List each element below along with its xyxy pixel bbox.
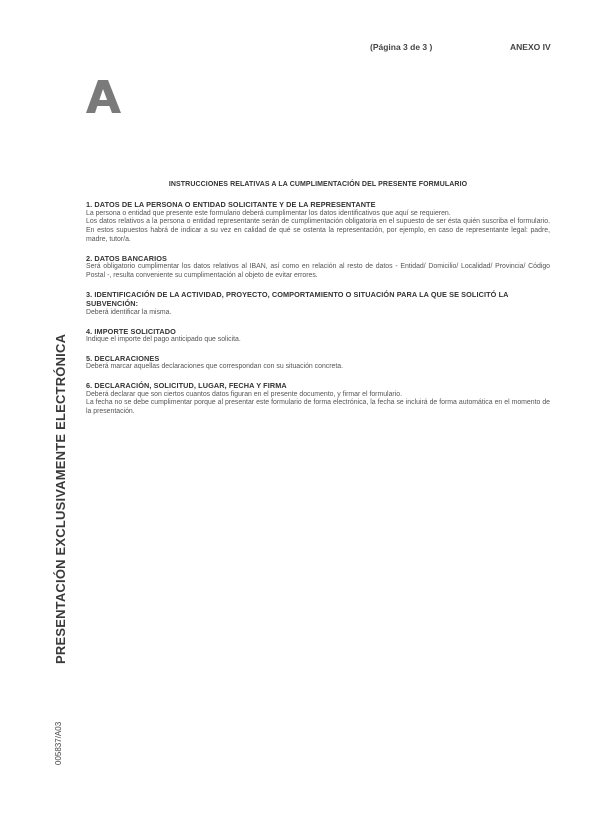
section-title: 2. DATOS BANCARIOS bbox=[86, 253, 167, 263]
section-declaration-signature bbox=[86, 381, 550, 417]
annex-label: ANEXO IV bbox=[510, 42, 551, 52]
section-bank-data bbox=[86, 254, 550, 281]
section-title: 1. DATOS DE LA PERSONA O ENTIDAD SOLICITANTE Y DE LA REPRESENTANTE bbox=[86, 200, 376, 209]
instructions-content bbox=[86, 200, 550, 426]
section-title: 6. DECLARACIÓN, SOLICITUD, LUGAR, FECHA Y FIRMA bbox=[86, 381, 287, 391]
junta-andalucia-logo-icon bbox=[84, 78, 124, 114]
section-activity-identification bbox=[86, 290, 550, 318]
section-paragraph: Los datos relativos a la persona o entidad representante serán de cumplimentación obligatoria en el supuesto de ser ésta quién suscriba el formulario. En estos supuestos habrá de indicar a su vez en calidad de qué se ostenta la representación, por ejemplo, en caso de representante legal: padre, madre, tutor/a. bbox=[86, 218, 550, 243]
section-paragraph: Indique el importe del pago anticipado que solicita. bbox=[86, 336, 241, 344]
section-requested-amount bbox=[86, 327, 550, 345]
section-paragraph: Deberá identificar la misma. bbox=[86, 308, 172, 316]
section-paragraph: La persona o entidad que presente este formulario deberá cumplimentar los datos identificativos que aquí se requieren. bbox=[86, 209, 451, 217]
section-declarations bbox=[86, 354, 550, 372]
section-paragraph: Será obligatorio cumplimentar los datos relativos al IBAN, así como en relación al resto de datos - Entidad/ Domicilio/ Localidad/ Provincia/ Código Postal -, resulta conveniente su cumplimentación al objeto de evitar errores. bbox=[86, 263, 550, 279]
section-paragraph: Deberá declarar que son ciertos cuantos datos figuran en el presente documento, y firmar el formulario. bbox=[86, 390, 402, 398]
form-code: 005837/A03 bbox=[54, 721, 63, 765]
section-title: 4. IMPORTE SOLICITADO bbox=[86, 326, 176, 336]
section-title: 3. IDENTIFICACIÓN DE LA ACTIVIDAD, PROYECTO, COMPORTAMIENTO O SITUACIÓN PARA LA QUE SE SOLICITÓ LA SUBVENCIÓN: bbox=[86, 289, 509, 309]
instructions-title: INSTRUCCIONES RELATIVAS A LA CUMPLIMENTACIÓN DEL PRESENTE FORMULARIO bbox=[168, 181, 468, 188]
section-paragraph: La fecha no se debe cumplimentar porque al presentar este formulario de forma electrónica, la fecha se incluirá de forma automática en el momento de la presentación. bbox=[86, 399, 550, 416]
section-paragraph: Deberá marcar aquellas declaraciones que correspondan con su situación concreta. bbox=[86, 363, 344, 371]
page-indicator: (Página 3 de 3 ) bbox=[370, 42, 433, 52]
section-applicant-data bbox=[86, 200, 550, 245]
section-title: 5. DECLARACIONES bbox=[86, 353, 160, 363]
electronic-submission-notice: PRESENTACIÓN EXCLUSIVAMENTE ELECTRÓNICA bbox=[53, 333, 68, 664]
